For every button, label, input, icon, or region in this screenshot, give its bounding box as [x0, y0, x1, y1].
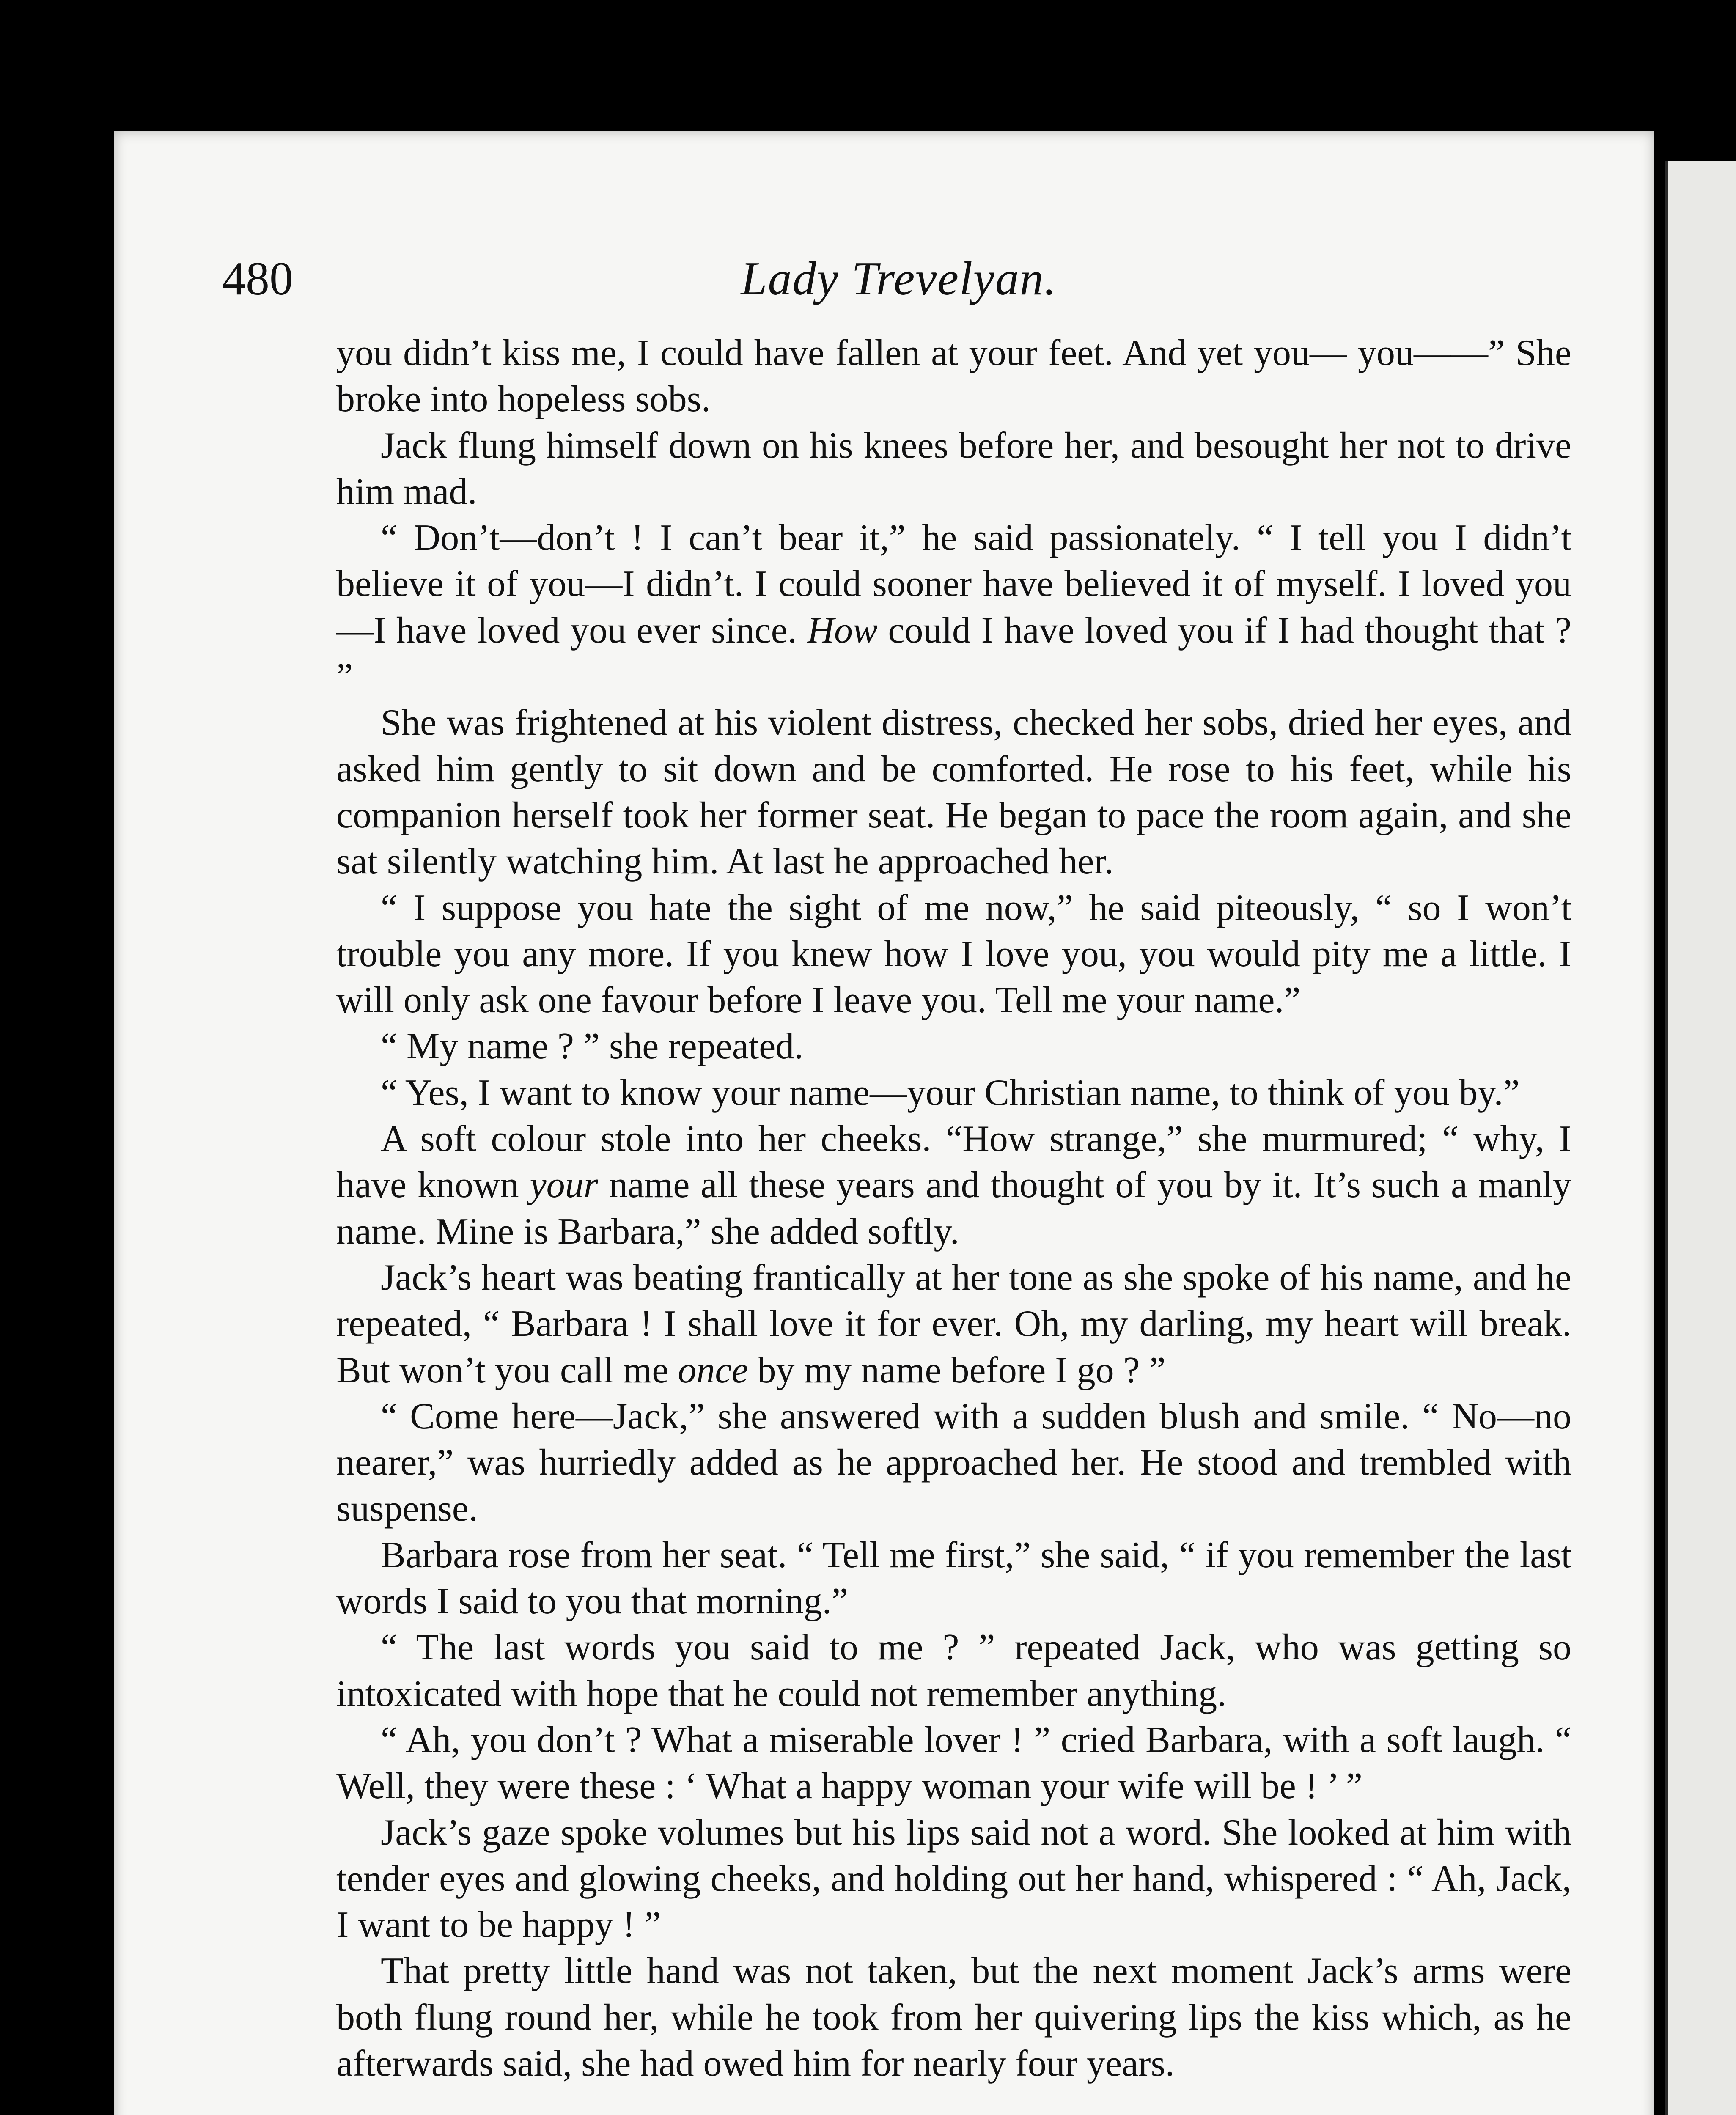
paragraph	[336, 1717, 1571, 1810]
paragraph-text: “ Yes, I want to know your name—your Christian name, to think of you by.”	[381, 1072, 1520, 1113]
paragraph-text: “ Ah, you don’t ? What a miserable lover ! ” cried Barbara, with a soft laugh. “ Well, they were these : ‘ What a happy woman your wife will be ! ’ ”	[336, 1719, 1571, 1807]
page-header	[222, 252, 1576, 311]
paragraph-text: Jack flung himself down on his knees before her, and besought her not to drive him mad.	[336, 425, 1571, 512]
page-number: 480	[222, 253, 293, 305]
next-page-edge	[1665, 161, 1736, 2115]
paragraph	[336, 1532, 1571, 1625]
paragraph-text: “ Come here—Jack,” she answered with a sudden blush and smile. “ No—no nearer,” was hurriedly added as he approached her. He stood and trembled with suspense.	[336, 1395, 1571, 1530]
paragraph	[336, 1393, 1571, 1532]
paragraph-text: “ The last words you said to me ? ” repeated Jack, who was getting so intoxicated with hope that he could not remember anything.	[336, 1627, 1571, 1714]
paragraph	[336, 1023, 1571, 1069]
paragraph-text: could I have loved you if I had thought that ? ”	[336, 610, 1572, 698]
paragraph	[336, 1116, 1571, 1255]
paragraph	[336, 423, 1571, 515]
paragraph	[336, 1948, 1571, 2087]
paragraph	[336, 515, 1571, 700]
paragraph-text: She was frightened at his violent distress, checked her sobs, dried her eyes, and asked him gently to sit down and be comforted. He rose to his feet, while his companion herself took her former seat. He began to pace the room again, and she sat silently watching him. At last he approached her.	[336, 702, 1571, 882]
italic-text: How	[807, 610, 878, 651]
paragraph-text: name all these years and thought of you by it. It’s such a manly name. Mine is Barbara,” she added softly.	[336, 1165, 1572, 1252]
paragraph-text: A soft colour stole into her cheeks. “How strange,” she murmured; “ why, I have known	[336, 1118, 1571, 1206]
paragraph	[336, 1810, 1571, 1948]
paragraph	[336, 1070, 1571, 1116]
paragraph	[336, 1624, 1571, 1717]
paragraph	[336, 1255, 1571, 1393]
paragraph-text: “ My name ? ” she repeated.	[381, 1026, 804, 1067]
paragraph	[336, 885, 1571, 1024]
paragraph-text: you didn’t kiss me, I could have fallen at your feet. And yet you— you——” She broke into hopeless sobs.	[336, 332, 1571, 420]
paragraph	[336, 700, 1571, 884]
italic-text: your	[530, 1165, 598, 1206]
paragraph-text: “ Don’t—don’t ! I can’t bear it,” he said passionately. “ I tell you I didn’t believe it of you—I didn’t. I could sooner have believed it of myself. I loved you—I have loved you ever since.	[336, 517, 1571, 651]
paragraph-text: Barbara rose from her seat. “ Tell me first,” she said, “ if you remember the last words I said to you that morning.”	[336, 1534, 1571, 1622]
body-text	[336, 330, 1571, 2087]
running-title: Lady Trevelyan.	[741, 253, 1057, 305]
paragraph	[336, 330, 1571, 423]
paragraph-text: Jack’s heart was beating frantically at her tone as she spoke of his name, and he repeated, “ Barbara ! I shall love it for ever. Oh, my darling, my heart will break. But won’t you call me	[336, 1257, 1571, 1391]
paragraph-text: That pretty little hand was not taken, but the next moment Jack’s arms were both flung round her, while he took from her quivering lips the kiss which, as he afterwards said, she had owed him for nearly four years.	[336, 1950, 1571, 2084]
paragraph-text: “ I suppose you hate the sight of me now,” he said piteously, “ so I won’t trouble you any more. If you knew how I love you, you would pity me a little. I will only ask one favour before I leave you. Tell me your name.”	[336, 887, 1571, 1021]
italic-text: once	[678, 1349, 748, 1391]
paragraph-text: by my name before I go ? ”	[748, 1349, 1166, 1391]
paragraph-text: Jack’s gaze spoke volumes but his lips said not a word. She looked at him with tender eyes and glowing cheeks, and holding out her hand, whispered : “ Ah, Jack, I want to be happy ! ”	[336, 1812, 1571, 1946]
